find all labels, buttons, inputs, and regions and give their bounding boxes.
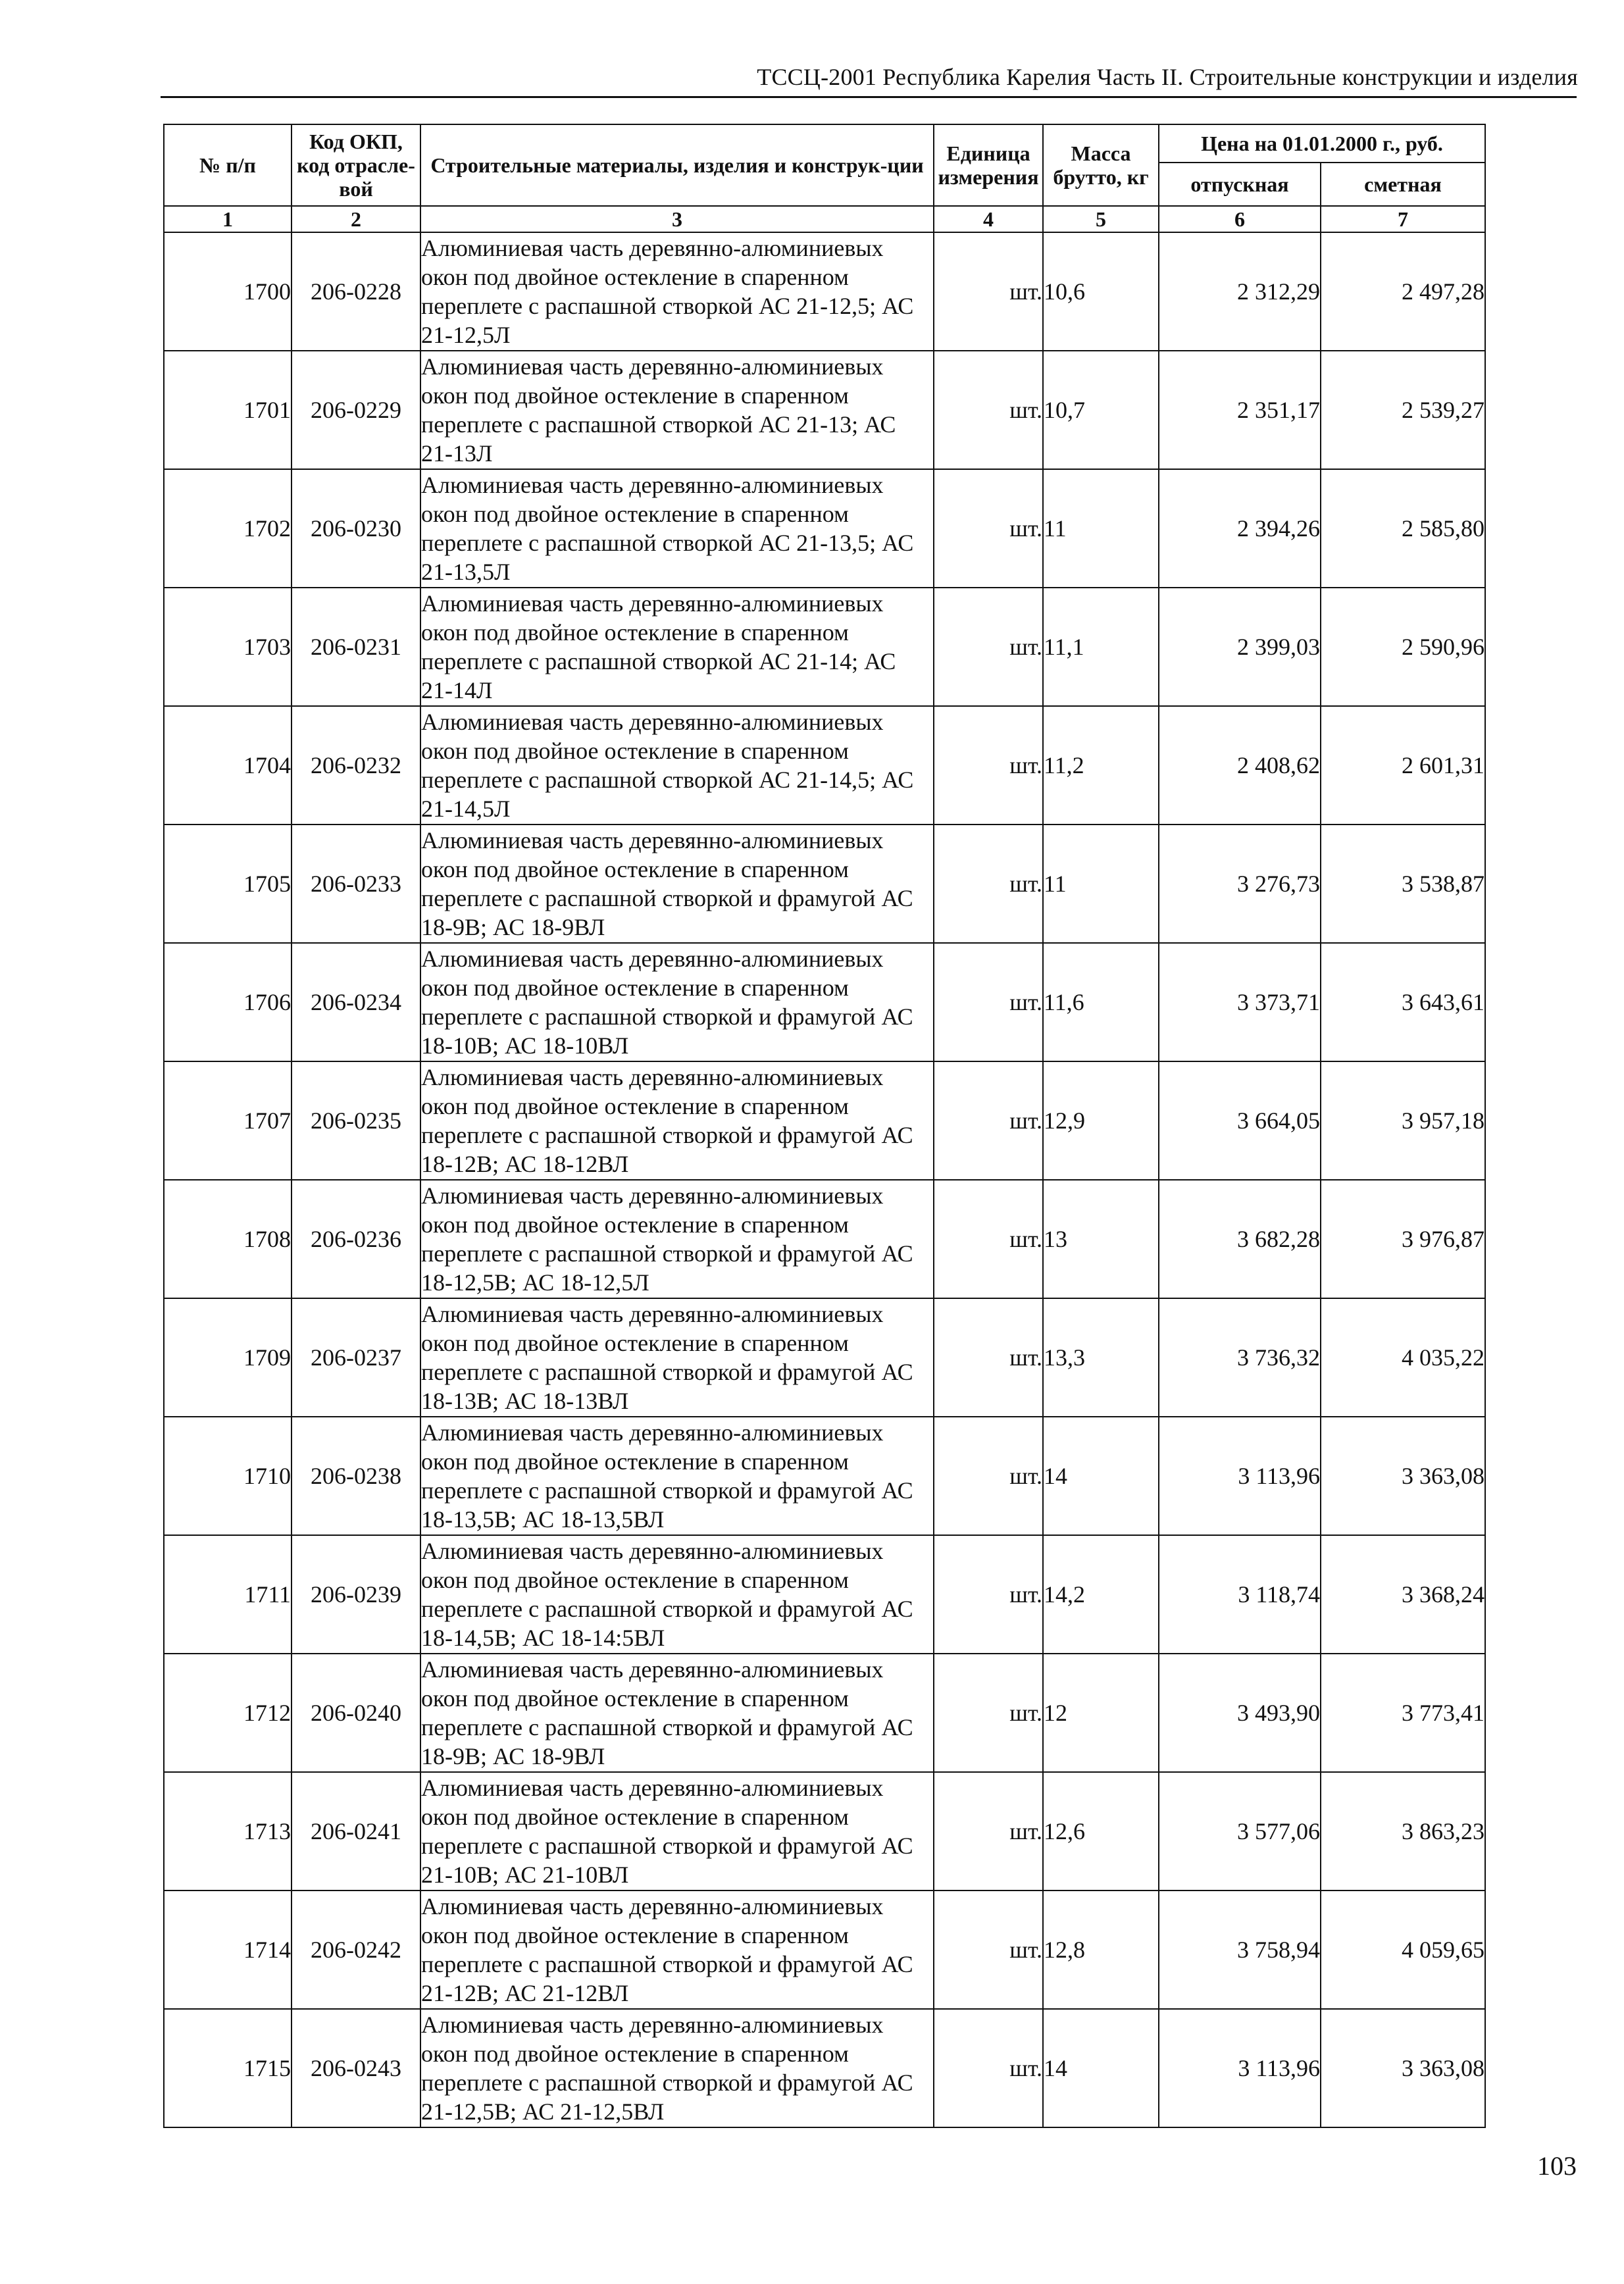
table-row <box>164 1654 1485 1772</box>
estimate-price: 3 773,41 <box>1321 1654 1485 1772</box>
unit-of-measure: шт. <box>934 706 1043 825</box>
release-price: 3 276,73 <box>1159 825 1321 943</box>
material-description: Алюминиевая часть деревянно-алюминиевых окон под двойное остекление в спаренном переплете с распашной створкой и фрамугой АС 18-13,5В; АС 18-13,5ВЛ <box>420 1417 934 1535</box>
estimate-price: 2 601,31 <box>1321 706 1485 825</box>
table-row <box>164 2009 1485 2127</box>
column-index: 5 <box>1043 206 1159 232</box>
gross-mass: 11,1 <box>1043 588 1159 706</box>
unit-of-measure: шт. <box>934 1180 1043 1298</box>
table-row <box>164 943 1485 1061</box>
gross-mass: 11 <box>1043 469 1159 588</box>
unit-of-measure: шт. <box>934 1061 1043 1180</box>
row-number: 1702 <box>164 469 292 588</box>
gross-mass: 11 <box>1043 825 1159 943</box>
release-price: 2 312,29 <box>1159 232 1321 351</box>
material-description: Алюминиевая часть деревянно-алюминиевых окон под двойное остекление в спаренном переплете с распашной створкой и фрамугой АС 18-10В; АС 18-10ВЛ <box>420 943 934 1061</box>
row-number: 1714 <box>164 1891 292 2009</box>
table-row <box>164 706 1485 825</box>
col-header-price-group: Цена на 01.01.2000 г., руб. <box>1159 124 1485 163</box>
release-price: 3 682,28 <box>1159 1180 1321 1298</box>
unit-of-measure: шт. <box>934 588 1043 706</box>
material-description: Алюминиевая часть деревянно-алюминиевых окон под двойное остекление в спаренном переплете с распашной створкой АС 21-12,5; АС 21-12,5Л <box>420 232 934 351</box>
material-description: Алюминиевая часть деревянно-алюминиевых окон под двойное остекление в спаренном переплете с распашной створкой и фрамугой АС 21-12,5В; АС 21-12,5ВЛ <box>420 2009 934 2127</box>
release-price: 2 408,62 <box>1159 706 1321 825</box>
estimate-price: 2 539,27 <box>1321 351 1485 469</box>
table-row <box>164 351 1485 469</box>
unit-of-measure: шт. <box>934 825 1043 943</box>
row-number: 1707 <box>164 1061 292 1180</box>
okp-code: 206-0243 <box>292 2009 420 2127</box>
okp-code: 206-0228 <box>292 232 420 351</box>
gross-mass: 11,6 <box>1043 943 1159 1061</box>
table-row <box>164 1180 1485 1298</box>
okp-code: 206-0240 <box>292 1654 420 1772</box>
header-rule <box>161 96 1577 98</box>
material-description: Алюминиевая часть деревянно-алюминиевых окон под двойное остекление в спаренном переплете с распашной створкой и фрамугой АС 18-14,5В; АС 18-14:5ВЛ <box>420 1535 934 1654</box>
col-header-name: Строительные материалы, изделия и конструк-ции <box>420 124 934 206</box>
row-number: 1709 <box>164 1298 292 1417</box>
estimate-price: 2 585,80 <box>1321 469 1485 588</box>
release-price: 3 373,71 <box>1159 943 1321 1061</box>
gross-mass: 14 <box>1043 1417 1159 1535</box>
gross-mass: 12 <box>1043 1654 1159 1772</box>
row-number: 1715 <box>164 2009 292 2127</box>
okp-code: 206-0242 <box>292 1891 420 2009</box>
okp-code: 206-0230 <box>292 469 420 588</box>
row-number: 1700 <box>164 232 292 351</box>
col-header-num: № п/п <box>164 124 292 206</box>
release-price: 3 118,74 <box>1159 1535 1321 1654</box>
page-header-title: ТССЦ-2001 Республика Карелия Часть II. Строительные конструкции и изделия <box>757 64 1578 90</box>
material-description: Алюминиевая часть деревянно-алюминиевых окон под двойное остекление в спаренном переплете с распашной створкой АС 21-13; АС 21-13Л <box>420 351 934 469</box>
unit-of-measure: шт. <box>934 1298 1043 1417</box>
gross-mass: 14 <box>1043 2009 1159 2127</box>
row-number: 1712 <box>164 1654 292 1772</box>
okp-code: 206-0231 <box>292 588 420 706</box>
gross-mass: 11,2 <box>1043 706 1159 825</box>
unit-of-measure: шт. <box>934 1417 1043 1535</box>
release-price: 2 394,26 <box>1159 469 1321 588</box>
material-description: Алюминиевая часть деревянно-алюминиевых окон под двойное остекление в спаренном переплете с распашной створкой и фрамугой АС 18-9В; АС 18-9ВЛ <box>420 1654 934 1772</box>
row-number: 1711 <box>164 1535 292 1654</box>
gross-mass: 12,9 <box>1043 1061 1159 1180</box>
estimate-price: 3 976,87 <box>1321 1180 1485 1298</box>
table-row <box>164 1535 1485 1654</box>
col-header-price-estimate: сметная <box>1321 163 1485 206</box>
table-row <box>164 1417 1485 1535</box>
row-number: 1704 <box>164 706 292 825</box>
release-price: 3 736,32 <box>1159 1298 1321 1417</box>
material-description: Алюминиевая часть деревянно-алюминиевых окон под двойное остекление в спаренном переплете с распашной створкой и фрамугой АС 18-9В; АС 18-9ВЛ <box>420 825 934 943</box>
material-description: Алюминиевая часть деревянно-алюминиевых окон под двойное остекление в спаренном переплете с распашной створкой и фрамугой АС 18-13В; АС 18-13ВЛ <box>420 1298 934 1417</box>
estimate-price: 3 368,24 <box>1321 1535 1485 1654</box>
unit-of-measure: шт. <box>934 469 1043 588</box>
estimate-price: 3 538,87 <box>1321 825 1485 943</box>
col-header-price-release: отпускная <box>1159 163 1321 206</box>
material-description: Алюминиевая часть деревянно-алюминиевых окон под двойное остекление в спаренном переплете с распашной створкой и фрамугой АС 21-12В; АС 21-12ВЛ <box>420 1891 934 2009</box>
unit-of-measure: шт. <box>934 2009 1043 2127</box>
gross-mass: 10,7 <box>1043 351 1159 469</box>
column-index: 6 <box>1159 206 1321 232</box>
unit-of-measure: шт. <box>934 232 1043 351</box>
estimate-price: 2 590,96 <box>1321 588 1485 706</box>
unit-of-measure: шт. <box>934 351 1043 469</box>
material-description: Алюминиевая часть деревянно-алюминиевых окон под двойное остекление в спаренном переплете с распашной створкой АС 21-14; АС 21-14Л <box>420 588 934 706</box>
estimate-price: 3 363,08 <box>1321 1417 1485 1535</box>
row-number: 1703 <box>164 588 292 706</box>
okp-code: 206-0236 <box>292 1180 420 1298</box>
table-body <box>164 232 1485 2127</box>
unit-of-measure: шт. <box>934 1535 1043 1654</box>
gross-mass: 10,6 <box>1043 232 1159 351</box>
release-price: 3 113,96 <box>1159 1417 1321 1535</box>
okp-code: 206-0237 <box>292 1298 420 1417</box>
col-header-code: Код ОКП, код отрасле-вой <box>292 124 420 206</box>
okp-code: 206-0234 <box>292 943 420 1061</box>
material-description: Алюминиевая часть деревянно-алюминиевых окон под двойное остекление в спаренном переплете с распашной створкой АС 21-13,5; АС 21-13,5Л <box>420 469 934 588</box>
row-number: 1710 <box>164 1417 292 1535</box>
column-index: 3 <box>420 206 934 232</box>
release-price: 3 493,90 <box>1159 1654 1321 1772</box>
gross-mass: 14,2 <box>1043 1535 1159 1654</box>
okp-code: 206-0233 <box>292 825 420 943</box>
column-index: 7 <box>1321 206 1485 232</box>
estimate-price: 2 497,28 <box>1321 232 1485 351</box>
release-price: 3 758,94 <box>1159 1891 1321 2009</box>
table-row <box>164 1772 1485 1891</box>
table-row <box>164 1061 1485 1180</box>
page-number: 103 <box>1537 2151 1577 2181</box>
col-header-mass: Масса брутто, кг <box>1043 124 1159 206</box>
unit-of-measure: шт. <box>934 1654 1043 1772</box>
release-price: 3 577,06 <box>1159 1772 1321 1891</box>
table-row <box>164 469 1485 588</box>
row-number: 1706 <box>164 943 292 1061</box>
table-row <box>164 232 1485 351</box>
okp-code: 206-0232 <box>292 706 420 825</box>
col-header-unit: Единица измерения <box>934 124 1043 206</box>
okp-code: 206-0229 <box>292 351 420 469</box>
column-index-row <box>164 206 1485 232</box>
release-price: 2 399,03 <box>1159 588 1321 706</box>
estimate-price: 3 643,61 <box>1321 943 1485 1061</box>
table-row <box>164 825 1485 943</box>
estimate-price: 4 059,65 <box>1321 1891 1485 2009</box>
estimate-price: 4 035,22 <box>1321 1298 1485 1417</box>
column-index: 4 <box>934 206 1043 232</box>
row-number: 1713 <box>164 1772 292 1891</box>
estimate-price: 3 957,18 <box>1321 1061 1485 1180</box>
gross-mass: 13,3 <box>1043 1298 1159 1417</box>
estimate-price: 3 363,08 <box>1321 2009 1485 2127</box>
release-price: 2 351,17 <box>1159 351 1321 469</box>
material-description: Алюминиевая часть деревянно-алюминиевых окон под двойное остекление в спаренном переплете с распашной створкой и фрамугой АС 21-10В; АС 21-10ВЛ <box>420 1772 934 1891</box>
row-number: 1705 <box>164 825 292 943</box>
row-number: 1701 <box>164 351 292 469</box>
table-row <box>164 1891 1485 2009</box>
price-table <box>163 124 1486 2128</box>
release-price: 3 113,96 <box>1159 2009 1321 2127</box>
unit-of-measure: шт. <box>934 943 1043 1061</box>
material-description: Алюминиевая часть деревянно-алюминиевых окон под двойное остекление в спаренном переплете с распашной створкой АС 21-14,5; АС 21-14,5Л <box>420 706 934 825</box>
material-description: Алюминиевая часть деревянно-алюминиевых окон под двойное остекление в спаренном переплете с распашной створкой и фрамугой АС 18-12В; АС 18-12ВЛ <box>420 1061 934 1180</box>
release-price: 3 664,05 <box>1159 1061 1321 1180</box>
gross-mass: 13 <box>1043 1180 1159 1298</box>
row-number: 1708 <box>164 1180 292 1298</box>
gross-mass: 12,6 <box>1043 1772 1159 1891</box>
okp-code: 206-0235 <box>292 1061 420 1180</box>
table-row <box>164 588 1485 706</box>
material-description: Алюминиевая часть деревянно-алюминиевых окон под двойное остекление в спаренном переплете с распашной створкой и фрамугой АС 18-12,5В; АС 18-12,5Л <box>420 1180 934 1298</box>
table-row <box>164 1298 1485 1417</box>
okp-code: 206-0241 <box>292 1772 420 1891</box>
okp-code: 206-0239 <box>292 1535 420 1654</box>
column-index: 1 <box>164 206 292 232</box>
unit-of-measure: шт. <box>934 1891 1043 2009</box>
unit-of-measure: шт. <box>934 1772 1043 1891</box>
estimate-price: 3 863,23 <box>1321 1772 1485 1891</box>
okp-code: 206-0238 <box>292 1417 420 1535</box>
column-index: 2 <box>292 206 420 232</box>
gross-mass: 12,8 <box>1043 1891 1159 2009</box>
